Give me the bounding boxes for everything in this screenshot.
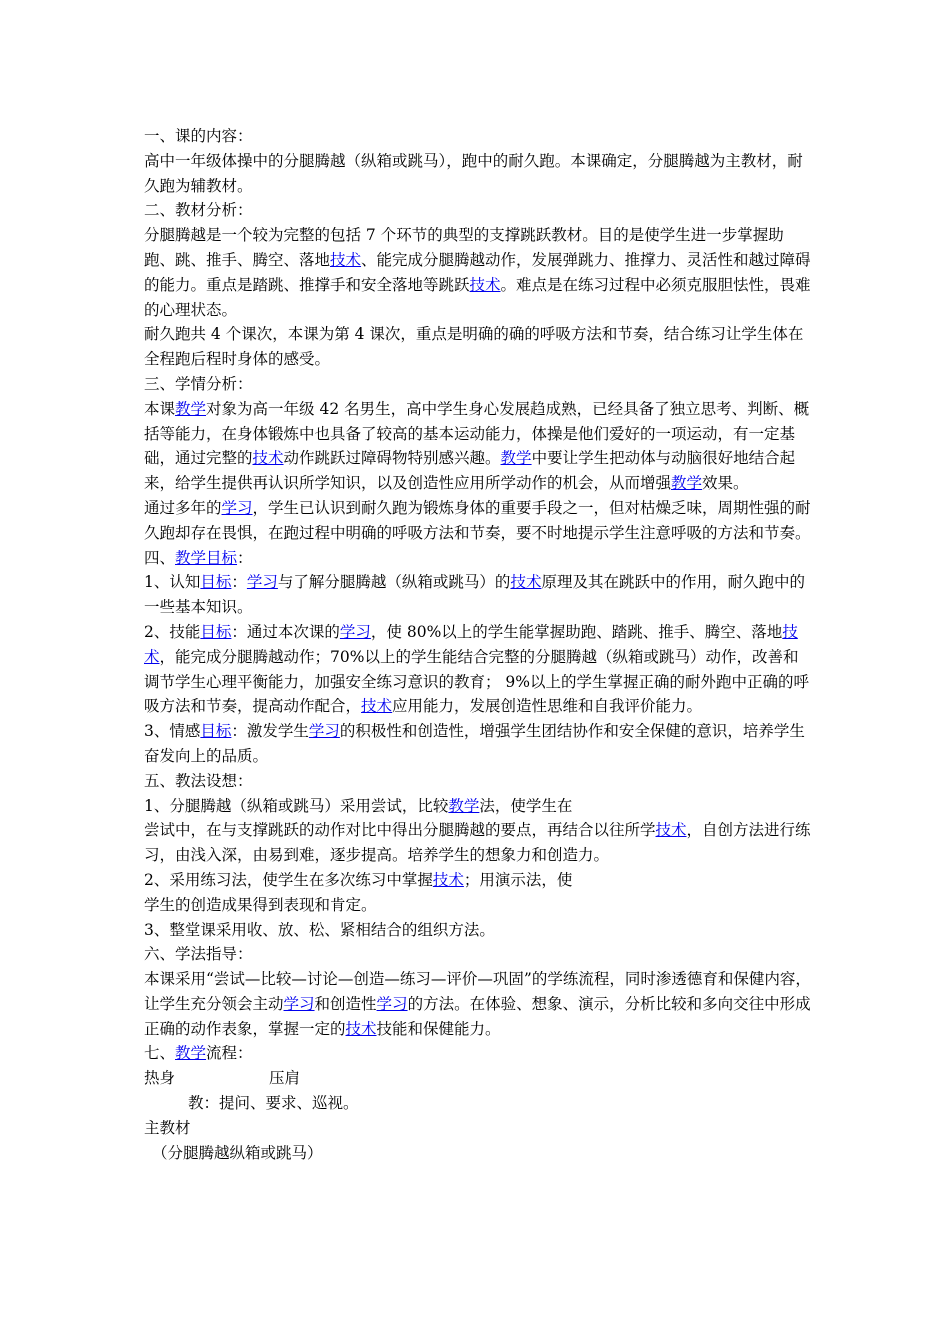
heading-teaching-flow xyxy=(144,1041,812,1066)
keyword-link[interactable]: 技术 xyxy=(655,821,687,840)
keyword-link[interactable]: 学习 xyxy=(283,994,315,1013)
keyword-link[interactable]: 目标 xyxy=(200,573,232,592)
flow-main-label: 主教材 xyxy=(144,1118,191,1137)
keyword-link[interactable]: 学习 xyxy=(376,994,408,1013)
text-run: 技能和保健能力。 xyxy=(376,1019,501,1038)
text-run: 的积极性和创造性，增强学生团结协作和安全保健的意识，培养学生奋发向上的品质。 xyxy=(144,722,805,765)
keyword-link[interactable]: 目标 xyxy=(200,722,232,741)
text-run: 、能完成分腿腾越动作，发展弹跳力、推撑力、灵活性和越过障碍的能力。重点是踏跳、推撑手和安全落地等跳跃 xyxy=(144,250,811,294)
paragraph-endurance-run xyxy=(144,322,812,372)
keyword-link[interactable]: 技术 xyxy=(330,250,362,269)
keyword-link[interactable]: 技术 xyxy=(144,622,798,666)
paragraph-goal-emotional xyxy=(144,719,812,769)
paragraph-goal-cognitive xyxy=(144,570,812,620)
keyword-link[interactable]: 技术 xyxy=(252,449,284,468)
paragraph-method-3 xyxy=(144,918,812,943)
text-run: 3、整堂课采用收、放、松、紧相结合的组织方法。 xyxy=(144,920,495,939)
text-run: ： xyxy=(231,573,247,592)
keyword-link[interactable]: 教学 xyxy=(671,474,703,493)
text-run: 1、认知 xyxy=(144,573,201,592)
paragraph-method-1b xyxy=(144,818,812,868)
flow-row-warmup xyxy=(144,1066,812,1091)
text-run: 本课 xyxy=(144,399,176,418)
text-run: 和创造性 xyxy=(314,994,377,1013)
flow-main-sub: （分腿腾越纵箱或跳马） xyxy=(152,1143,323,1162)
text-run: 中要让学生把动体与动脑很好地结合起来，给学生提供再认识所学知识，以及创造性应用所学动作的机会，从而增强 xyxy=(144,449,796,493)
flow-warmup-label: 热身 xyxy=(144,1069,176,1088)
text-run: 动作跳跃过障碍物特别感兴趣。 xyxy=(283,449,501,468)
text-run: 七、 xyxy=(144,1044,176,1063)
text-run: ：激发学生 xyxy=(231,722,309,741)
keyword-link[interactable]: 教学 xyxy=(175,399,207,418)
text-run: 效果。 xyxy=(702,474,749,493)
text-run: 对象为高一年级 42 名男生，高中学生身心发展趋成熟，已经具备了独立思考、判断、概括等能力，在身体锻炼中也具备了较高的基本运动能力，体操是他们爱好的一项运动，有一定基础，通过完整的 xyxy=(144,399,810,468)
text-run: 尝试中，在与支撑跳跃的动作对比中得出分腿腾越的要点，再结合以往所学 xyxy=(144,821,656,840)
keyword-link[interactable]: 目标 xyxy=(200,622,232,641)
text-run: 2、技能 xyxy=(144,622,201,641)
text-run: ，自创方法进行练习，由浅入深，由易到难，逐步提高。培养学生的想象力和创造力。 xyxy=(144,821,811,865)
document-page xyxy=(144,124,812,1165)
heading-student-analysis: 三、学情分析： xyxy=(144,374,253,393)
flow-press-label: 压肩 xyxy=(269,1069,301,1088)
text-run: 高中一年级体操中的分腿腾越（纵箱或跳马），跑中的耐久跑。本课确定，分腿腾越为主教材，耐久跑为辅教材。 xyxy=(144,151,803,195)
keyword-link[interactable]: 教学目标 xyxy=(175,548,238,567)
text-run: 2、采用练习法，使学生在多次练习中掌握 xyxy=(144,870,433,889)
text-run: 法，使学生在 xyxy=(479,796,573,815)
keyword-link[interactable]: 教学 xyxy=(448,796,480,815)
paragraph-method-2a xyxy=(144,868,812,893)
heading-learning-guidance: 六、学法指导： xyxy=(144,945,253,964)
text-run: 本课采用“尝试—比较—讨论—创造—练习—评价—巩固”的学练流程，同时渗透德育和保健内容，让学生充分领会主动 xyxy=(144,970,811,1013)
keyword-link[interactable]: 教学 xyxy=(500,449,532,468)
keyword-link[interactable]: 技术 xyxy=(432,870,464,889)
heading-teaching-methods: 五、教法设想： xyxy=(144,771,253,790)
keyword-link[interactable]: 学习 xyxy=(308,722,340,741)
paragraph-student-experience xyxy=(144,496,812,546)
text-run: 的方法。在体验、想象、演示，分析比较和多向交往中形成正确的动作表象，掌握一定的 xyxy=(144,994,811,1038)
text-run: 流程： xyxy=(206,1044,253,1063)
keyword-link[interactable]: 学习 xyxy=(246,573,278,592)
heading-teaching-goals xyxy=(144,546,812,571)
flow-teach-note: 教：提问、要求、巡视。 xyxy=(188,1094,359,1113)
keyword-link[interactable]: 技术 xyxy=(345,1019,377,1038)
text-run: 分腿腾越是一个较为完整的包括 7 个环节的典型的支撑跳跃教材。目的是使学生进一步掌握助跑、跳、推手、腾空、落地 xyxy=(144,226,784,269)
keyword-link[interactable]: 技术 xyxy=(510,573,542,592)
keyword-link[interactable]: 技术 xyxy=(469,275,501,294)
paragraph-material-analysis xyxy=(144,223,812,322)
text-run: 应用能力，发展创造性思维和自我评价能力。 xyxy=(392,697,703,716)
keyword-link[interactable]: 技术 xyxy=(361,697,393,716)
heading-course-content: 一、课的内容： xyxy=(144,127,253,145)
text-run: ：通过本次课的 xyxy=(231,622,340,641)
keyword-link[interactable]: 教学 xyxy=(175,1044,207,1063)
paragraph-student-analysis xyxy=(144,397,812,496)
text-run: 与了解分腿腾越（纵箱或跳马）的 xyxy=(277,573,511,592)
text-run: ，能完成分腿腾越动作；70%以上的学生能结合完整的分腿腾越（纵箱或跳马）动作，改善和调节学生心理平衡能力，加强安全练习意识的教育； 9%以上的学生掌握正确的耐外跑中正确的呼吸方法和节奏，提高动作配合， xyxy=(144,647,810,716)
paragraph-goal-skill xyxy=(144,620,812,719)
text-run: 四、 xyxy=(144,548,176,567)
text-run: ；用演示法，使 xyxy=(463,870,573,889)
text-run: 通过多年的 xyxy=(144,498,222,517)
paragraph-method-1a xyxy=(144,794,812,819)
text-run: 原理及其在跳跃中的作用，耐久跑中的一些基本知识。 xyxy=(144,573,805,617)
text-run: 耐久跑共 4 个课次，本课为第 4 课次，重点是明确的确的呼吸方法和节奏，结合练习让学生体在全程跑后程时身体的感受。 xyxy=(144,325,804,369)
paragraph-learning-guidance xyxy=(144,967,812,1041)
text-run: 。难点是在练习过程中必须克服胆怯性，畏难的心理状态。 xyxy=(144,275,811,319)
text-run: 1、分腿腾越（纵箱或跳马）采用尝试，比较 xyxy=(144,796,449,815)
text-run: 学生的创造成果得到表现和肯定。 xyxy=(144,895,377,914)
paragraph-method-2b xyxy=(144,893,812,918)
text-run: ，学生已认识到耐久跑为锻炼身体的重要手段之一，但对枯燥乏味，周期性强的耐久跑却存在畏惧，在跑过程中明确的呼吸方法和节奏，要不时地提示学生注意呼吸的方法和节奏。 xyxy=(144,498,811,542)
text-run: ： xyxy=(237,548,253,567)
paragraph-course-content xyxy=(144,149,812,199)
keyword-link[interactable]: 学习 xyxy=(221,498,253,517)
heading-material-analysis: 二、教材分析： xyxy=(144,201,253,220)
text-run: ，使 80%以上的学生能掌握助跑、踏跳、推手、腾空、落地 xyxy=(370,622,783,641)
text-run: 3、情感 xyxy=(144,722,201,741)
keyword-link[interactable]: 学习 xyxy=(339,622,371,641)
